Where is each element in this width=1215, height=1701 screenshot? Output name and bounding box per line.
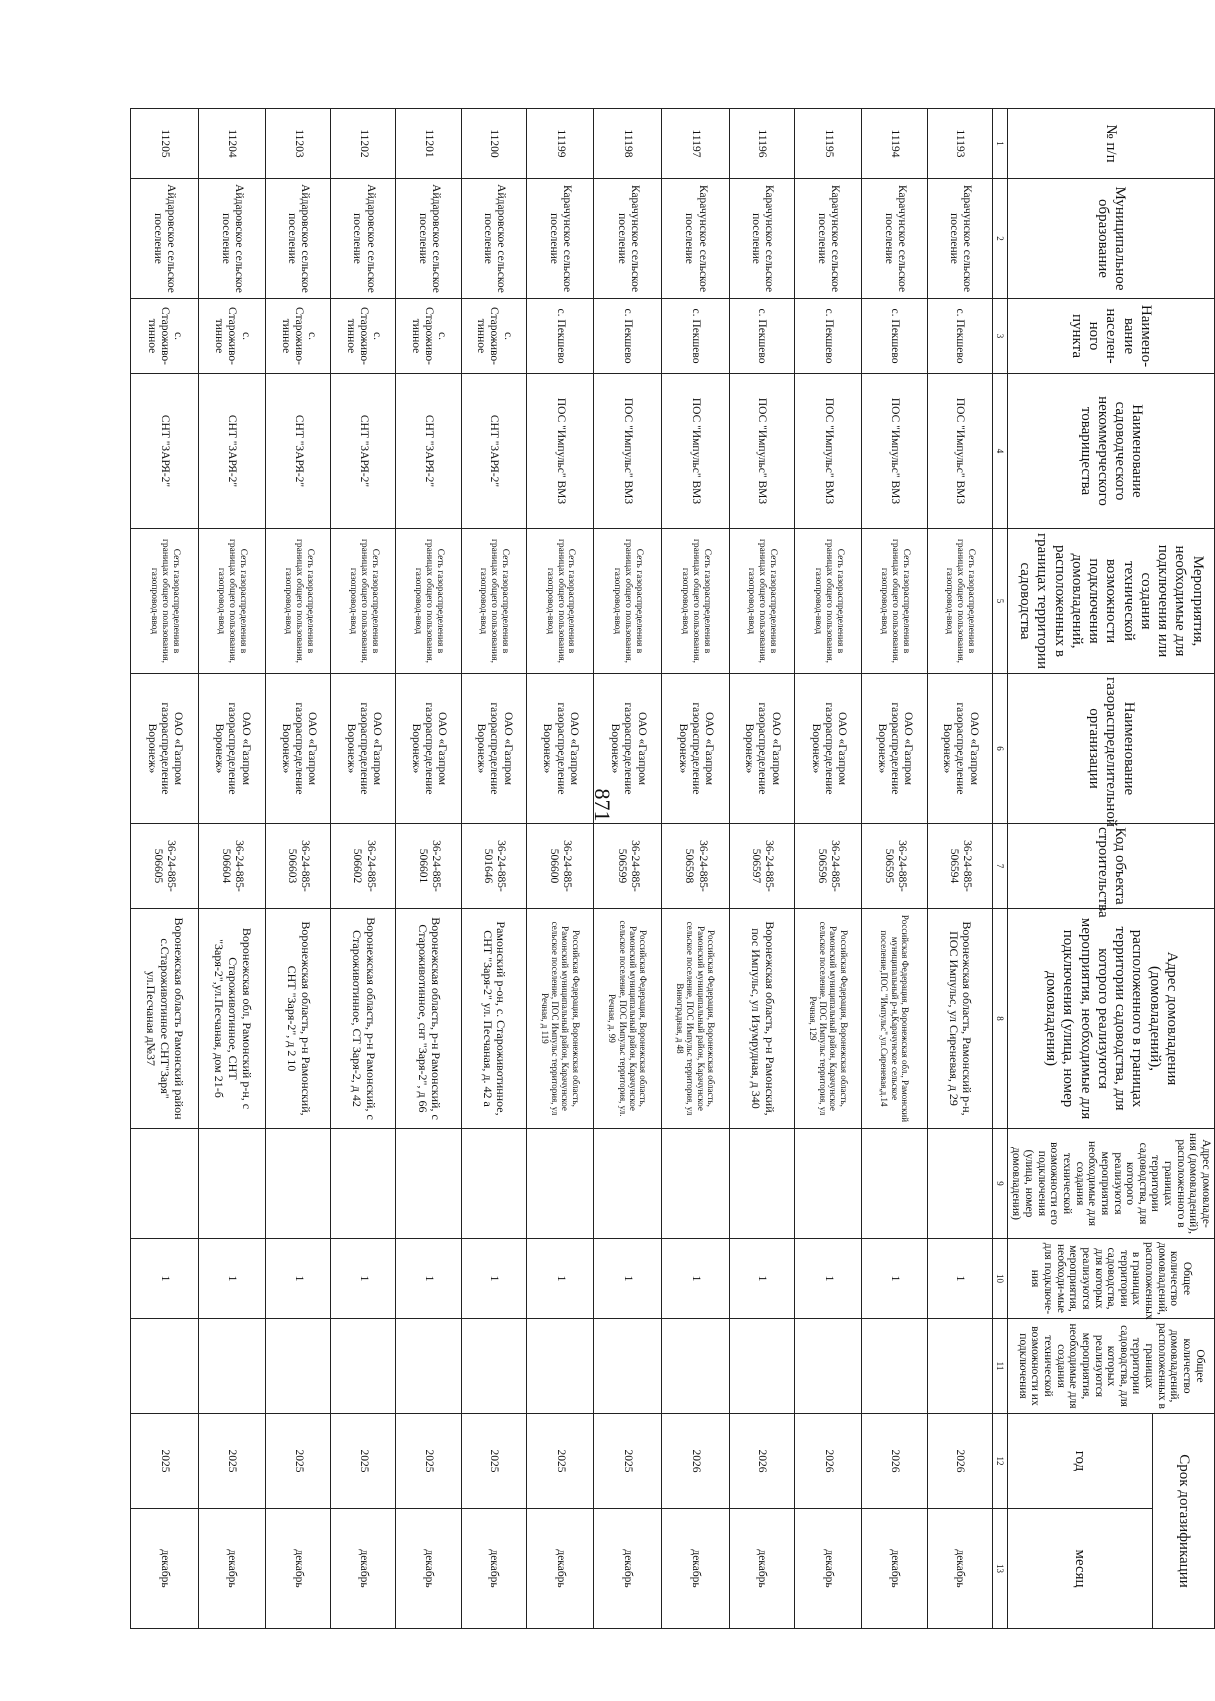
settlement-cell: с. Староживо-тинное <box>461 299 526 374</box>
header-total-tech: Общее количество домовладений, расположенных в границах территории садоводства, для которых реализуются мероприятия, необходимые для создания технической возможности их подключения <box>1007 1319 1214 1414</box>
total-cell: 1 <box>461 1239 526 1319</box>
header-object-code: Код объекта строительства <box>1007 824 1214 909</box>
column-number: 5 <box>992 529 1007 674</box>
gas-org-cell: ОАО «Газпром газораспределение Воронеж» <box>862 674 927 824</box>
table-row <box>862 109 927 1629</box>
address-tech-cell <box>862 1129 927 1239</box>
gas-org-cell: ОАО «Газпром газораспределение Воронеж» <box>461 674 526 824</box>
row-number: 11197 <box>662 109 730 179</box>
settlement-cell: с. Староживо-тинное <box>198 299 266 374</box>
partnership-cell: СНТ "ЗАРЯ-2" <box>130 374 198 529</box>
column-number: 4 <box>992 374 1007 529</box>
row-number: 11203 <box>266 109 331 179</box>
object-code-cell: 36-24-885-506600 <box>526 824 594 909</box>
year-cell: 2025 <box>396 1414 461 1509</box>
settlement-cell: с. Староживо-тинное <box>130 299 198 374</box>
year-cell: 2025 <box>461 1414 526 1509</box>
year-cell: 2026 <box>729 1414 794 1509</box>
table-row <box>130 109 198 1629</box>
measures-cell: Сеть газораспределения в границах общего пользования, газопровод-ввод <box>594 529 662 674</box>
municipality-cell: Карачунское сельское поселение <box>662 179 730 299</box>
column-number: 10 <box>992 1239 1007 1319</box>
address-cell: Российская Федерация, Воронежская обл., Рамонский муниципальный р-н,Карачунское сельское поселение,ПОС "Импульс",ул.Сиреневая,д.14 <box>862 909 927 1129</box>
row-number: 11195 <box>794 109 862 179</box>
settlement-cell: с. Староживо-тинное <box>266 299 331 374</box>
object-code-cell: 36-24-885-501646 <box>461 824 526 909</box>
partnership-cell: ПОС "Импульс" ВМЗ <box>526 374 594 529</box>
table-row <box>198 109 266 1629</box>
total-tech-cell <box>794 1319 862 1414</box>
total-tech-cell <box>594 1319 662 1414</box>
year-cell: 2026 <box>794 1414 862 1509</box>
address-cell: Российская Федерация, Воронежская область, Рамонский муниципальный район, Карачунское сельское поселение, ПОС Импульс территория, ул Речная, д 119 <box>526 909 594 1129</box>
object-code-cell: 36-24-885-506603 <box>266 824 331 909</box>
row-number: 11193 <box>927 109 992 179</box>
column-number: 2 <box>992 179 1007 299</box>
table-body <box>130 109 992 1629</box>
address-tech-cell <box>266 1129 331 1239</box>
municipality-cell: Айдаровское сельское поселение <box>198 179 266 299</box>
total-cell: 1 <box>331 1239 396 1319</box>
object-code-cell: 36-24-885-506599 <box>594 824 662 909</box>
month-cell: декабрь <box>927 1509 992 1629</box>
partnership-cell: СНТ "ЗАРЯ-2" <box>396 374 461 529</box>
settlement-cell: с. Староживо-тинное <box>396 299 461 374</box>
address-cell: Российская Федерация, Воронежская область, Рамонский муниципальный район, Карачунское сельское поселение, ПОС Импульс территория, ул Речная, 129 <box>794 909 862 1129</box>
measures-cell: Сеть газораспределения в границах общего пользования, газопровод-ввод <box>729 529 794 674</box>
measures-cell: Сеть газораспределения в границах общего пользования, газопровод-ввод <box>396 529 461 674</box>
year-cell: 2025 <box>594 1414 662 1509</box>
partnership-cell: СНТ "ЗАРЯ-2" <box>198 374 266 529</box>
address-cell: Российская Федерация, Воронежская область, Рамонский муниципальный район, Карачунское сельское поселение, ПОС Импульс территория, ул Виноградная, д 48 <box>662 909 730 1129</box>
municipality-cell: Айдаровское сельское поселение <box>396 179 461 299</box>
total-cell: 1 <box>662 1239 730 1319</box>
municipality-cell: Айдаровское сельское поселение <box>331 179 396 299</box>
header-year: год <box>1007 1414 1152 1509</box>
column-number: 1 <box>992 109 1007 179</box>
address-tech-cell <box>461 1129 526 1239</box>
address-tech-cell <box>662 1129 730 1239</box>
measures-cell: Сеть газораспределения в границах общего пользования, газопровод-ввод <box>198 529 266 674</box>
month-cell: декабрь <box>130 1509 198 1629</box>
object-code-cell: 36-24-885-506605 <box>130 824 198 909</box>
total-tech-cell <box>266 1319 331 1414</box>
address-cell: Воронежская область Рамонский район с.Староживотинное СНТ"Заря" ул.Песчаная д№37 <box>130 909 198 1129</box>
header-address: Адрес домовладения (домовладений), расположенного в границах территории садоводства, для которого реализуются мероприятия, необходимые для подключения (улица, номер домовладения) <box>1007 909 1214 1129</box>
header-municipality: Муниципальное образование <box>1007 179 1214 299</box>
month-cell: декабрь <box>526 1509 594 1629</box>
address-tech-cell <box>526 1129 594 1239</box>
year-cell: 2025 <box>130 1414 198 1509</box>
gasification-table <box>130 108 1215 1629</box>
table-row <box>927 109 992 1629</box>
object-code-cell: 36-24-885-506598 <box>662 824 730 909</box>
gas-org-cell: ОАО «Газпром газораспределение Воронеж» <box>794 674 862 824</box>
municipality-cell: Айдаровское сельское поселение <box>266 179 331 299</box>
row-number: 11202 <box>331 109 396 179</box>
header-measures: Мероприятия, необходимые для подключения или создания технической возможности подключения домовладений, расположенных в границах территории садоводства <box>1007 529 1214 674</box>
header-month: месяц <box>1007 1509 1152 1629</box>
total-tech-cell <box>729 1319 794 1414</box>
year-cell: 2025 <box>266 1414 331 1509</box>
table-row <box>662 109 730 1629</box>
gas-org-cell: ОАО «Газпром газораспределение Воронеж» <box>396 674 461 824</box>
total-tech-cell <box>862 1319 927 1414</box>
year-cell: 2026 <box>927 1414 992 1509</box>
total-cell: 1 <box>198 1239 266 1319</box>
month-cell: декабрь <box>729 1509 794 1629</box>
gas-org-cell: ОАО «Газпром газораспределение Воронеж» <box>729 674 794 824</box>
gas-org-cell: ОАО «Газпром газораспределение Воронеж» <box>331 674 396 824</box>
total-cell: 1 <box>927 1239 992 1319</box>
address-cell: Воронежская обл, Рамонский р-н, с Староживотинное, СНТ "Заря-2",ул.Песчаная, дом 21-б <box>198 909 266 1129</box>
header-gas-org: Наименование газораспределительной организации <box>1007 674 1214 824</box>
month-cell: декабрь <box>794 1509 862 1629</box>
table-row <box>594 109 662 1629</box>
settlement-cell: с. Пекшево <box>662 299 730 374</box>
column-number: 3 <box>992 299 1007 374</box>
measures-cell: Сеть газораспределения в границах общего пользования, газопровод-ввод <box>662 529 730 674</box>
measures-cell: Сеть газораспределения в границах общего пользования, газопровод-ввод <box>461 529 526 674</box>
settlement-cell: с. Пекшево <box>729 299 794 374</box>
total-tech-cell <box>461 1319 526 1414</box>
municipality-cell: Карачунское сельское поселение <box>794 179 862 299</box>
total-tech-cell <box>130 1319 198 1414</box>
settlement-cell: с. Пекшево <box>594 299 662 374</box>
measures-cell: Сеть газораспределения в границах общего пользования, газопровод-ввод <box>927 529 992 674</box>
month-cell: декабрь <box>862 1509 927 1629</box>
partnership-cell: СНТ "ЗАРЯ-2" <box>266 374 331 529</box>
header-deadline: Срок догазификации <box>1152 1414 1214 1629</box>
settlement-cell: с. Пекшево <box>862 299 927 374</box>
partnership-cell: ПОС "Импульс" ВМЗ <box>594 374 662 529</box>
total-tech-cell <box>662 1319 730 1414</box>
total-tech-cell <box>331 1319 396 1414</box>
partnership-cell: ПОС "Импульс" ВМЗ <box>862 374 927 529</box>
total-tech-cell <box>526 1319 594 1414</box>
measures-cell: Сеть газораспределения в границах общего пользования, газопровод-ввод <box>794 529 862 674</box>
header-num: № п/п <box>1007 109 1214 179</box>
gas-org-cell: ОАО «Газпром газораспределение Воронеж» <box>927 674 992 824</box>
partnership-cell: ПОС "Импульс" ВМЗ <box>794 374 862 529</box>
object-code-cell: 36-24-885-506595 <box>862 824 927 909</box>
measures-cell: Сеть газораспределения в границах общего пользования, газопровод-ввод <box>862 529 927 674</box>
gas-org-cell: ОАО «Газпром газораспределение Воронеж» <box>198 674 266 824</box>
gas-org-cell: ОАО «Газпром газораспределение Воронеж» <box>266 674 331 824</box>
measures-cell: Сеть газораспределения в границах общего пользования, газопровод-ввод <box>266 529 331 674</box>
object-code-cell: 36-24-885-506596 <box>794 824 862 909</box>
column-number: 11 <box>992 1319 1007 1414</box>
address-tech-cell <box>594 1129 662 1239</box>
gas-org-cell: ОАО «Газпром газораспределение Воронеж» <box>526 674 594 824</box>
address-cell: Воронежская область, Рамонский р-н, ПОС Импульс, ул Сиреневая, д 29 <box>927 909 992 1129</box>
month-cell: декабрь <box>594 1509 662 1629</box>
table-row <box>331 109 396 1629</box>
total-cell: 1 <box>396 1239 461 1319</box>
header-total: Общее количество домовладений, расположенных в границах территории садоводства, для которых реализуются мероприятия, необходи-мые для подключе-ния <box>1007 1239 1214 1319</box>
header-partnership: Наименование садоводческого некоммерческого товарищества <box>1007 374 1214 529</box>
month-cell: декабрь <box>266 1509 331 1629</box>
total-tech-cell <box>198 1319 266 1414</box>
settlement-cell: с. Староживо-тинное <box>331 299 396 374</box>
year-cell: 2025 <box>331 1414 396 1509</box>
address-tech-cell <box>130 1129 198 1239</box>
month-cell: декабрь <box>396 1509 461 1629</box>
month-cell: декабрь <box>198 1509 266 1629</box>
municipality-cell: Карачунское сельское поселение <box>594 179 662 299</box>
partnership-cell: СНТ "ЗАРЯ-2" <box>331 374 396 529</box>
row-number: 11204 <box>198 109 266 179</box>
header-settlement: Наимено-вание населен-ного пункта <box>1007 299 1214 374</box>
table-row <box>729 109 794 1629</box>
partnership-cell: ПОС "Импульс" ВМЗ <box>729 374 794 529</box>
object-code-cell: 36-24-885-506604 <box>198 824 266 909</box>
address-cell: Воронежская область, р-н Рамонский, с Староживотинное, СТ Заря-2, д 42 <box>331 909 396 1129</box>
address-tech-cell <box>729 1129 794 1239</box>
address-cell: Рамонский р-он, с. Староживотинное, СНТ "Заря-2" ул. Песчаная, д. 42 а <box>461 909 526 1129</box>
total-tech-cell <box>927 1319 992 1414</box>
partnership-cell: ПОС "Импульс" ВМЗ <box>927 374 992 529</box>
month-cell: декабрь <box>461 1509 526 1629</box>
municipality-cell: Карачунское сельское поселение <box>927 179 992 299</box>
address-tech-cell <box>396 1129 461 1239</box>
gas-org-cell: ОАО «Газпром газораспределение Воронеж» <box>130 674 198 824</box>
address-cell: Воронежская область, р-н Рамонский, пос Импульс, ул Изумрудная, д 340 <box>729 909 794 1129</box>
table-row <box>461 109 526 1629</box>
column-number: 6 <box>992 674 1007 824</box>
municipality-cell: Карачунское сельское поселение <box>526 179 594 299</box>
row-number: 11194 <box>862 109 927 179</box>
address-cell: Воронежская область, р-н Рамонский, с Староживотинное, снт "Заря-2", д 66 <box>396 909 461 1129</box>
partnership-cell: СНТ "ЗАРЯ-2" <box>461 374 526 529</box>
object-code-cell: 36-24-885-506594 <box>927 824 992 909</box>
total-cell: 1 <box>729 1239 794 1319</box>
row-number: 11200 <box>461 109 526 179</box>
row-number: 11196 <box>729 109 794 179</box>
total-cell: 1 <box>266 1239 331 1319</box>
measures-cell: Сеть газораспределения в границах общего пользования, газопровод-ввод <box>130 529 198 674</box>
gas-org-cell: ОАО «Газпром газораспределение Воронеж» <box>594 674 662 824</box>
settlement-cell: с. Пекшево <box>794 299 862 374</box>
settlement-cell: с. Пекшево <box>526 299 594 374</box>
address-cell: Воронежская область, р-н Рамонский, СНТ "Заря-2", д 2 10 <box>266 909 331 1129</box>
header-address-tech: Адрес домовладе-ния (домовладений), расположенного в границах территории садоводства, для которого реализуются мероприятия необходимые для создания технической возможности его подключения (улица, номер домовладения) <box>1007 1129 1214 1239</box>
total-cell: 1 <box>794 1239 862 1319</box>
table-row <box>794 109 862 1629</box>
table-row <box>526 109 594 1629</box>
total-cell: 1 <box>594 1239 662 1319</box>
municipality-cell: Карачунское сельское поселение <box>862 179 927 299</box>
total-tech-cell <box>396 1319 461 1414</box>
year-cell: 2026 <box>662 1414 730 1509</box>
object-code-cell: 36-24-885-506597 <box>729 824 794 909</box>
total-cell: 1 <box>862 1239 927 1319</box>
municipality-cell: Айдаровское сельское поселение <box>461 179 526 299</box>
total-cell: 1 <box>526 1239 594 1319</box>
measures-cell: Сеть газораспределения в границах общего пользования, газопровод-ввод <box>331 529 396 674</box>
address-tech-cell <box>927 1129 992 1239</box>
row-number: 11201 <box>396 109 461 179</box>
month-cell: декабрь <box>662 1509 730 1629</box>
month-cell: декабрь <box>331 1509 396 1629</box>
table-row <box>396 109 461 1629</box>
gas-org-cell: ОАО «Газпром газораспределение Воронеж» <box>662 674 730 824</box>
object-code-cell: 36-24-885-506602 <box>331 824 396 909</box>
year-cell: 2025 <box>526 1414 594 1509</box>
address-tech-cell <box>794 1129 862 1239</box>
column-number: 7 <box>992 824 1007 909</box>
row-number: 11199 <box>526 109 594 179</box>
row-number: 11198 <box>594 109 662 179</box>
column-number: 8 <box>992 909 1007 1129</box>
year-cell: 2025 <box>198 1414 266 1509</box>
municipality-cell: Карачунское сельское поселение <box>729 179 794 299</box>
object-code-cell: 36-24-885-506601 <box>396 824 461 909</box>
address-tech-cell <box>198 1129 266 1239</box>
column-number: 13 <box>992 1509 1007 1629</box>
settlement-cell: с. Пекшево <box>927 299 992 374</box>
column-number: 9 <box>992 1129 1007 1239</box>
measures-cell: Сеть газораспределения в границах общего пользования, газопровод-ввод <box>526 529 594 674</box>
municipality-cell: Айдаровское сельское поселение <box>130 179 198 299</box>
address-tech-cell <box>331 1129 396 1239</box>
table-wrapper <box>144 108 1215 1628</box>
column-number: 12 <box>992 1414 1007 1509</box>
table-row <box>266 109 331 1629</box>
partnership-cell: ПОС "Импульс" ВМЗ <box>662 374 730 529</box>
address-cell: Российская Федерация, Воронежская область, Рамонский муниципальный район, Карачунское сельское поселение, ПОС Импульс территория, ул. Речная, д. 99 <box>594 909 662 1129</box>
page-number: 871 <box>590 788 615 822</box>
row-number: 11205 <box>130 109 198 179</box>
total-cell: 1 <box>130 1239 198 1319</box>
year-cell: 2026 <box>862 1414 927 1509</box>
